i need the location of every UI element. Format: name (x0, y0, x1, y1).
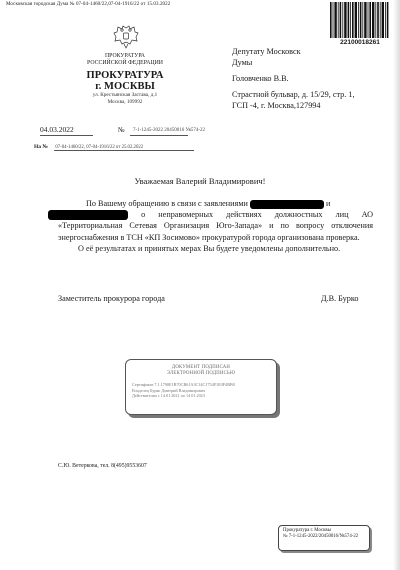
redaction-bar (48, 210, 128, 220)
org-line2: РОССИЙСКОЙ ФЕДЕРАЦИИ (87, 60, 163, 66)
recipient-line2: Думы (232, 58, 253, 67)
date-underline (40, 135, 93, 136)
org-addr2: Москва, 109992 (107, 99, 143, 105)
esign-validity: Действителен с 14.01.2021 по 14.01.2023 (132, 393, 205, 399)
recipient-line4: Страстной бульвар, д. 15/29, стр. 1, (232, 90, 355, 99)
electronic-signature-stamp (125, 359, 277, 415)
registration-header: Московская городская Дума № 07-04-1460/22,07-04-1916/22 от 15.03.2022 (6, 2, 171, 7)
registration-stamp (278, 525, 370, 551)
reference-label: На № (34, 144, 48, 150)
recipient-line1: Депутату Московск (232, 47, 301, 56)
number-underline (130, 135, 188, 136)
letter-greeting: Уважаемая Валерий Владимирович! (134, 176, 266, 186)
recipient-block (232, 46, 380, 111)
reference-value: 07-04-1460/22, 07-04-1916/22 от 25.02.2022 (55, 145, 144, 150)
org-line1: ПРОКУРАТУРА (105, 53, 145, 59)
coat-of-arms-icon (112, 24, 140, 50)
signer-position: Заместитель прокурора города (58, 294, 165, 303)
recipient-name: Головченко В.В. (232, 74, 289, 83)
org-main2: г. МОСКВЫ (95, 81, 155, 92)
number-sign: № (118, 126, 125, 134)
redaction-bar (250, 200, 324, 209)
p1-start: По Вашему обращению в связи с заявлениями (86, 199, 248, 208)
stamp-line2: № 7-1-1245-2022/20450016/Ув574-22 (283, 534, 359, 539)
p1-rest: о неправомерных действиях должностных лиц АО «Территориальная Сетевая Организация Юго-Запада» и по вопросу отключения энергоснабжения в ТСН «КП Зосимово» прокуратурой города организована проверка. (58, 210, 373, 242)
paragraph-2: О её результатах и принятых мерах Вы будете уведомлены дополнительно. (78, 243, 341, 253)
org-main1: ПРОКУРАТУРА (86, 70, 164, 81)
recipient-line5: ГСП -4, г. Москва,127994 (232, 101, 321, 110)
outgoing-number: 7-1-1245-2022 20450016 Ув574-22 (133, 128, 205, 133)
executor-contact: С.Ю. Ветеркова, тел. 8(495)9553607 (58, 463, 147, 469)
paragraph-1 (58, 198, 373, 243)
org-title (70, 70, 180, 92)
org-addr1: ул. Крестьянская Застава, д.1 (92, 92, 158, 98)
page-edge-shadow (393, 0, 400, 570)
letter-body (58, 198, 373, 254)
outgoing-date: 04.03.2022 (40, 125, 74, 134)
stamp-line1: Прокуратура г. Москвы (283, 528, 331, 533)
esign-owner: Владелец Бурко Дмитрий Владимирович (132, 387, 206, 393)
esign-title2: ЭЛЕКТРОННОЙ ПОДПИСЬЮ (166, 370, 236, 376)
signer-name: Д.В. Бурко (321, 294, 359, 303)
p1-and: и (325, 199, 331, 208)
esign-certificate: Сертификат 7.1.1790E1B70CB61A3C14C1754F1E0F4BB0 (132, 382, 235, 387)
barcode-image (330, 2, 390, 38)
reference-underline (54, 150, 194, 151)
esign-title1: ДОКУМЕНТ ПОДПИСАН (171, 365, 231, 370)
barcode-number: 22100018261 (340, 39, 380, 46)
org-address (70, 92, 180, 106)
org-header-top (70, 53, 180, 67)
